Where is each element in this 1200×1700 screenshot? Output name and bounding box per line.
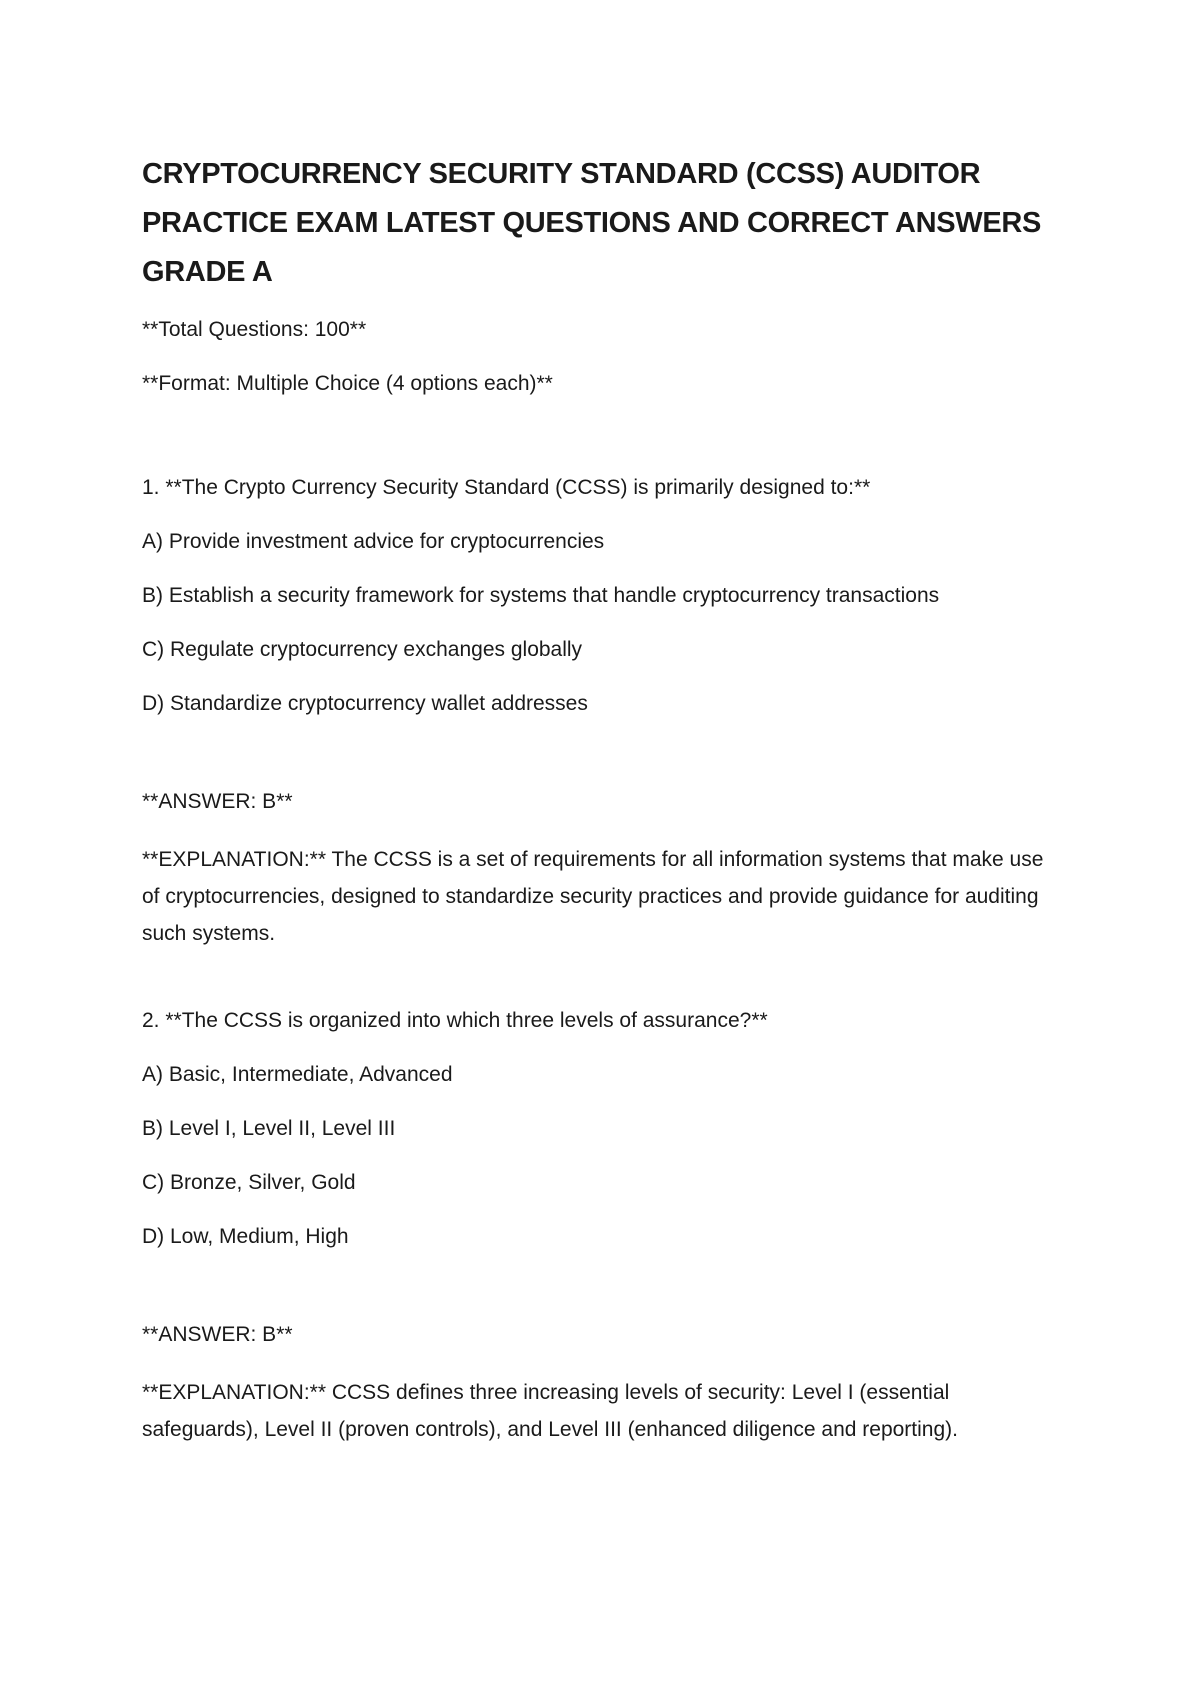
- answer-option: D) Standardize cryptocurrency wallet addresses: [142, 692, 588, 715]
- document-page: [142, 150, 1062, 1448]
- title-line: PRACTICE EXAM LATEST QUESTIONS AND CORRECT ANSWERS: [142, 207, 1042, 239]
- correct-answer: **ANSWER: B**: [142, 790, 293, 813]
- exam-format: **Format: Multiple Choice (4 options each)**: [142, 372, 553, 395]
- answer-option: A) Basic, Intermediate, Advanced: [142, 1063, 453, 1086]
- correct-answer: **ANSWER: B**: [142, 1323, 293, 1346]
- answer-option: A) Provide investment advice for cryptocurrencies: [142, 530, 605, 553]
- document-title: [142, 150, 1062, 297]
- answer-explanation: **EXPLANATION:** The CCSS is a set of requirements for all information systems that make use of cryptocurrencies, designed to standardize security practices and provide guidance for auditing such systems.: [142, 848, 1044, 945]
- answer-option: D) Low, Medium, High: [142, 1225, 349, 1248]
- title-line: GRADE A: [142, 256, 273, 288]
- total-questions: **Total Questions: 100**: [142, 318, 367, 341]
- answer-explanation: **EXPLANATION:** CCSS defines three increasing levels of security: Level I (essential safeguards), Level II (proven controls), and Level III (enhanced diligence and reporting).: [142, 1381, 958, 1441]
- answer-option: B) Establish a security framework for systems that handle cryptocurrency transactions: [142, 584, 940, 607]
- title-line: CRYPTOCURRENCY SECURITY STANDARD (CCSS) AUDITOR: [142, 158, 981, 190]
- answer-option: C) Regulate cryptocurrency exchanges globally: [142, 638, 583, 661]
- question-text: 2. **The CCSS is organized into which three levels of assurance?**: [142, 1009, 768, 1032]
- question-text: 1. **The Crypto Currency Security Standard (CCSS) is primarily designed to:**: [142, 476, 871, 499]
- answer-option: B) Level I, Level II, Level III: [142, 1117, 396, 1140]
- question-block: [142, 1006, 1062, 1448]
- question-block: [142, 473, 1062, 952]
- answer-option: C) Bronze, Silver, Gold: [142, 1171, 356, 1194]
